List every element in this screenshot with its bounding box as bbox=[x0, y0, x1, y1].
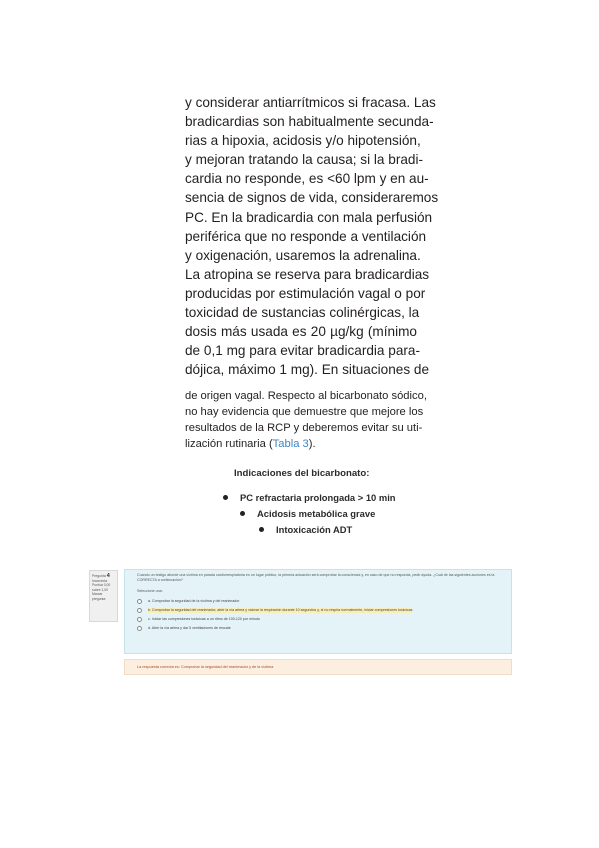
sub-line-last bbox=[185, 436, 417, 452]
answer-option-text: d. Abrir la vía aérea y dar 5 ventilaciones de rescate bbox=[148, 626, 231, 631]
main-paragraph bbox=[185, 93, 439, 379]
correct-answer-feedback: La respuesta correcta es: Comprobar la seguridad del reanimador y de la víctima bbox=[124, 659, 512, 675]
answer-option-text: a. Comprobar la seguridad de la víctima y del reanimador bbox=[148, 598, 240, 603]
paragraph-line: y mejoran tratando la causa; si la bradi- bbox=[185, 152, 424, 168]
paragraph-line: y considerar antiarrítmicos si fracasa. Las bbox=[185, 95, 436, 110]
paragraph-line: cardia no responde, es <60 lpm y en au- bbox=[185, 171, 429, 187]
choose-label: Seleccione una: bbox=[137, 589, 163, 594]
question-number: 4 bbox=[106, 573, 110, 579]
table-3-link[interactable]: Tabla 3 bbox=[272, 438, 309, 451]
question-status: Incorrecta bbox=[92, 578, 108, 583]
answer-option[interactable] bbox=[137, 599, 499, 604]
radio-icon[interactable] bbox=[137, 608, 142, 613]
bicarbonate-item bbox=[240, 508, 375, 519]
answer-option[interactable] bbox=[137, 617, 499, 622]
sub-line: resultados de la RCP y deberemos evitar su uti- bbox=[185, 422, 423, 435]
paragraph-line: toxicidad de sustancias colinérgicas, la bbox=[185, 305, 420, 321]
answer-option[interactable] bbox=[137, 626, 499, 631]
question-score: Puntúa 0,00 bbox=[92, 583, 111, 588]
bicarbonate-item-text: PC refractaria prolongada > 10 min bbox=[240, 492, 396, 503]
paragraph-line: y oxigenación, usaremos la adrenalina. bbox=[185, 247, 421, 263]
paragraph-line: dosis más usada es 20 µg/kg (mínimo bbox=[185, 324, 417, 340]
sub-line: de origen vagal. Respecto al bicarbonato sódico, bbox=[185, 390, 427, 402]
sub-line-suffix: ). bbox=[308, 438, 316, 451]
question-box bbox=[124, 569, 512, 654]
paragraph-line: producidas por estimulación vagal o por bbox=[185, 285, 426, 301]
bicarbonate-indications-title: Indicaciones del bicarbonato: bbox=[234, 468, 370, 479]
paragraph-line: periférica que no responde a ventilación bbox=[185, 228, 427, 244]
bicarbonate-item bbox=[259, 524, 352, 535]
paragraph-line: sencia de signos de vida, consideraremos bbox=[185, 190, 439, 206]
paragraph-line: La atropina se reserva para bradicardias bbox=[185, 266, 430, 282]
flag-question-link-2[interactable]: pregunta bbox=[92, 596, 106, 601]
paragraph-line: PC. En la bradicardia con mala perfusión bbox=[185, 209, 433, 225]
radio-icon[interactable] bbox=[137, 626, 142, 631]
flag-question-link[interactable]: Marcar bbox=[92, 592, 103, 597]
question-info-panel bbox=[89, 570, 118, 622]
answer-option-text: b. Comprobar la seguridad del reanimador, abrir la vía aérea y valorar la respiración durante 10 segundos y, si no respira normalmente, iniciar compresiones torácicas bbox=[148, 607, 413, 612]
question-text: Cuando un testigo aborde una víctima en parada cardiorrespiratoria en un lugar público, la primera actuación será comprobar la consciencia y, en caso de que no responda, pedir ayuda. ¿Cuál de las siguientes acciones es la CORRECTA a continuación? bbox=[137, 573, 495, 583]
radio-icon[interactable] bbox=[137, 599, 142, 604]
question-score-max: sobre 1,00 bbox=[92, 587, 109, 592]
answer-options bbox=[137, 599, 499, 632]
radio-icon[interactable] bbox=[137, 617, 142, 622]
bicarbonate-item bbox=[223, 492, 396, 503]
paragraph-line: bradicardias son habitualmente secunda- bbox=[185, 114, 434, 130]
paragraph-line: dójica, máximo 1 mg). En situaciones de bbox=[185, 362, 430, 378]
answer-option-text: c. Iniciar las compresiones torácicas a un ritmo de 100-120 por minuto bbox=[148, 617, 260, 622]
answer-option[interactable] bbox=[137, 608, 499, 613]
sub-line-prefix: lización rutinaria ( bbox=[185, 438, 273, 451]
paragraph-line: rias a hipoxia, acidosis y/o hipotensión, bbox=[185, 133, 421, 149]
sub-line: no hay evidencia que demuestre que mejore los bbox=[185, 406, 424, 419]
bullet-icon bbox=[240, 511, 245, 516]
bicarbonate-item-text: Intoxicación ADT bbox=[276, 524, 353, 535]
paragraph-line: de 0,1 mg para evitar bradicardia para- bbox=[185, 343, 420, 359]
bullet-icon bbox=[223, 495, 228, 500]
bullet-icon bbox=[259, 527, 264, 532]
question-label: Pregunta 4 bbox=[92, 573, 110, 579]
bicarbonate-item-text: Acidosis metabólica grave bbox=[257, 508, 376, 519]
bicarbonate-paragraph bbox=[185, 388, 427, 452]
